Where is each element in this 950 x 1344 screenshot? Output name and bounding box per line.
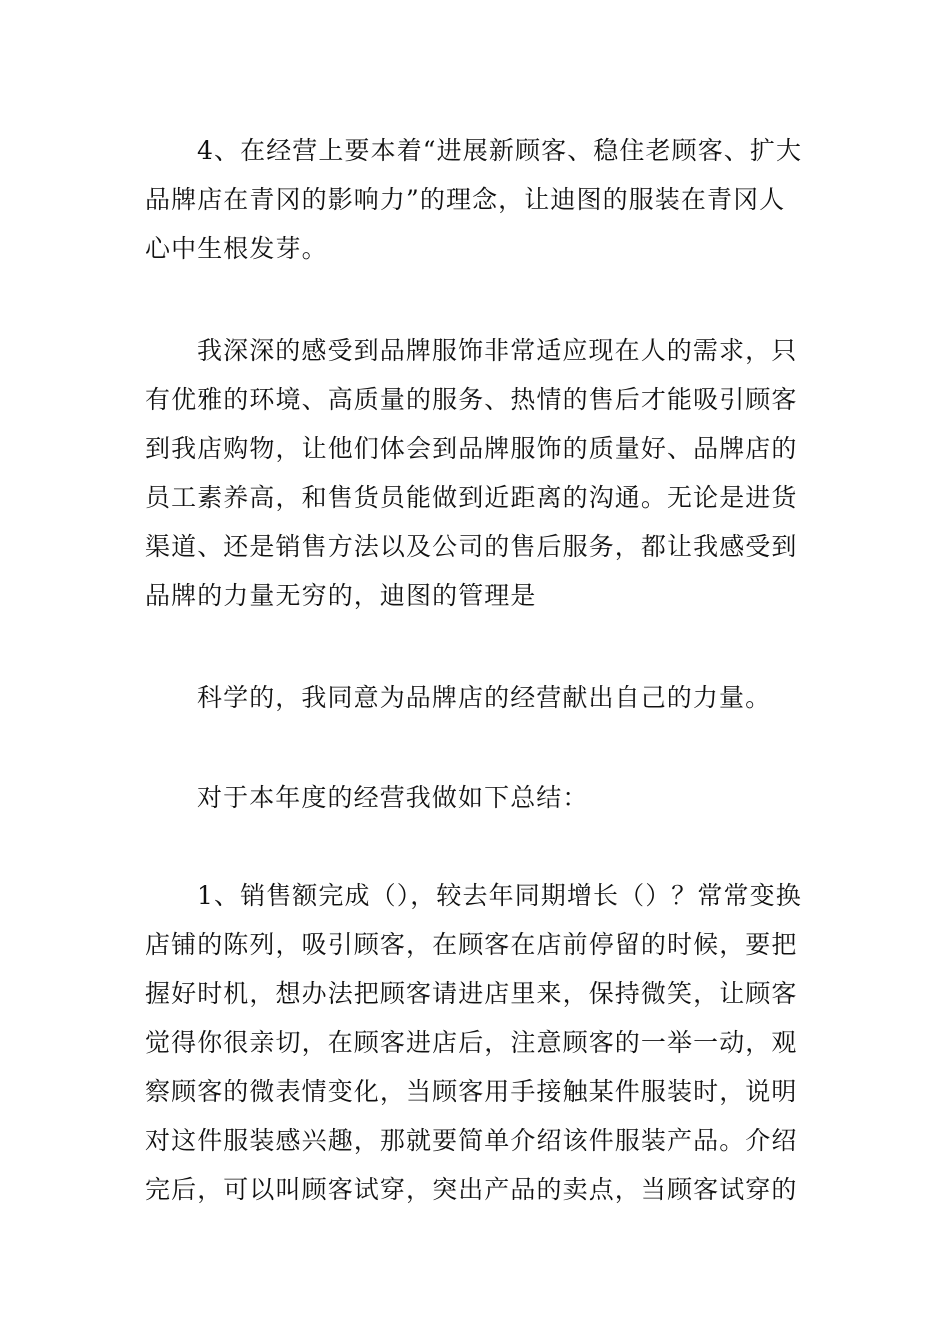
paragraph-line: 店铺的陈列，吸引顾客，在顾客在店前停留的时候，要把 bbox=[145, 930, 798, 959]
paragraph-line: 员工素养高，和售货员能做到近距离的沟通。无论是进货 bbox=[145, 483, 798, 512]
paragraph-line: 渠道、还是销售方法以及公司的售后服务，都让我感受到 bbox=[145, 532, 798, 561]
paragraph-line: 察顾客的微表情变化，当顾客用手接触某件服装时，说明 bbox=[145, 1077, 798, 1106]
paragraph-line: 对于本年度的经营我做如下总结： bbox=[197, 783, 589, 812]
paragraph-line: 1、销售额完成（），较去年同期增长（）？常常变换 bbox=[197, 881, 802, 910]
paragraph-line: 科学的，我同意为品牌店的经营献出自己的力量。 bbox=[197, 683, 772, 712]
paragraph-1 bbox=[145, 126, 810, 273]
paragraph-line: 到我店购物，让他们体会到品牌服饰的质量好、品牌店的 bbox=[145, 434, 798, 463]
paragraph-line: 握好时机，想办法把顾客请进店里来，保持微笑，让顾客 bbox=[145, 979, 798, 1008]
paragraph-4 bbox=[145, 773, 810, 822]
paragraph-5 bbox=[145, 871, 810, 1214]
paragraph-line: 对这件服装感兴趣，那就要简单介绍该件服装产品。介绍 bbox=[145, 1126, 798, 1155]
paragraph-3 bbox=[145, 673, 810, 722]
paragraph-line: 有优雅的环境、高质量的服务、热情的售后才能吸引顾客 bbox=[145, 385, 798, 414]
paragraph-line: 品牌的力量无穷的，迪图的管理是 bbox=[145, 581, 537, 610]
paragraph-line: 我深深的感受到品牌服饰非常适应现在人的需求，只 bbox=[197, 336, 798, 365]
paragraph-2 bbox=[145, 326, 810, 620]
paragraph-line: 完后，可以叫顾客试穿，突出产品的卖点，当顾客试穿的 bbox=[145, 1175, 798, 1204]
paragraph-line: 心中生根发芽。 bbox=[145, 234, 328, 263]
paragraph-line: 4、在经营上要本着“进展新顾客、稳住老顾客、扩大 bbox=[197, 136, 803, 165]
paragraph-line: 觉得你很亲切，在顾客进店后，注意顾客的一举一动，观 bbox=[145, 1028, 798, 1057]
paragraph-line: 品牌店在青冈的影响力”的理念，让迪图的服装在青冈人 bbox=[145, 185, 786, 214]
